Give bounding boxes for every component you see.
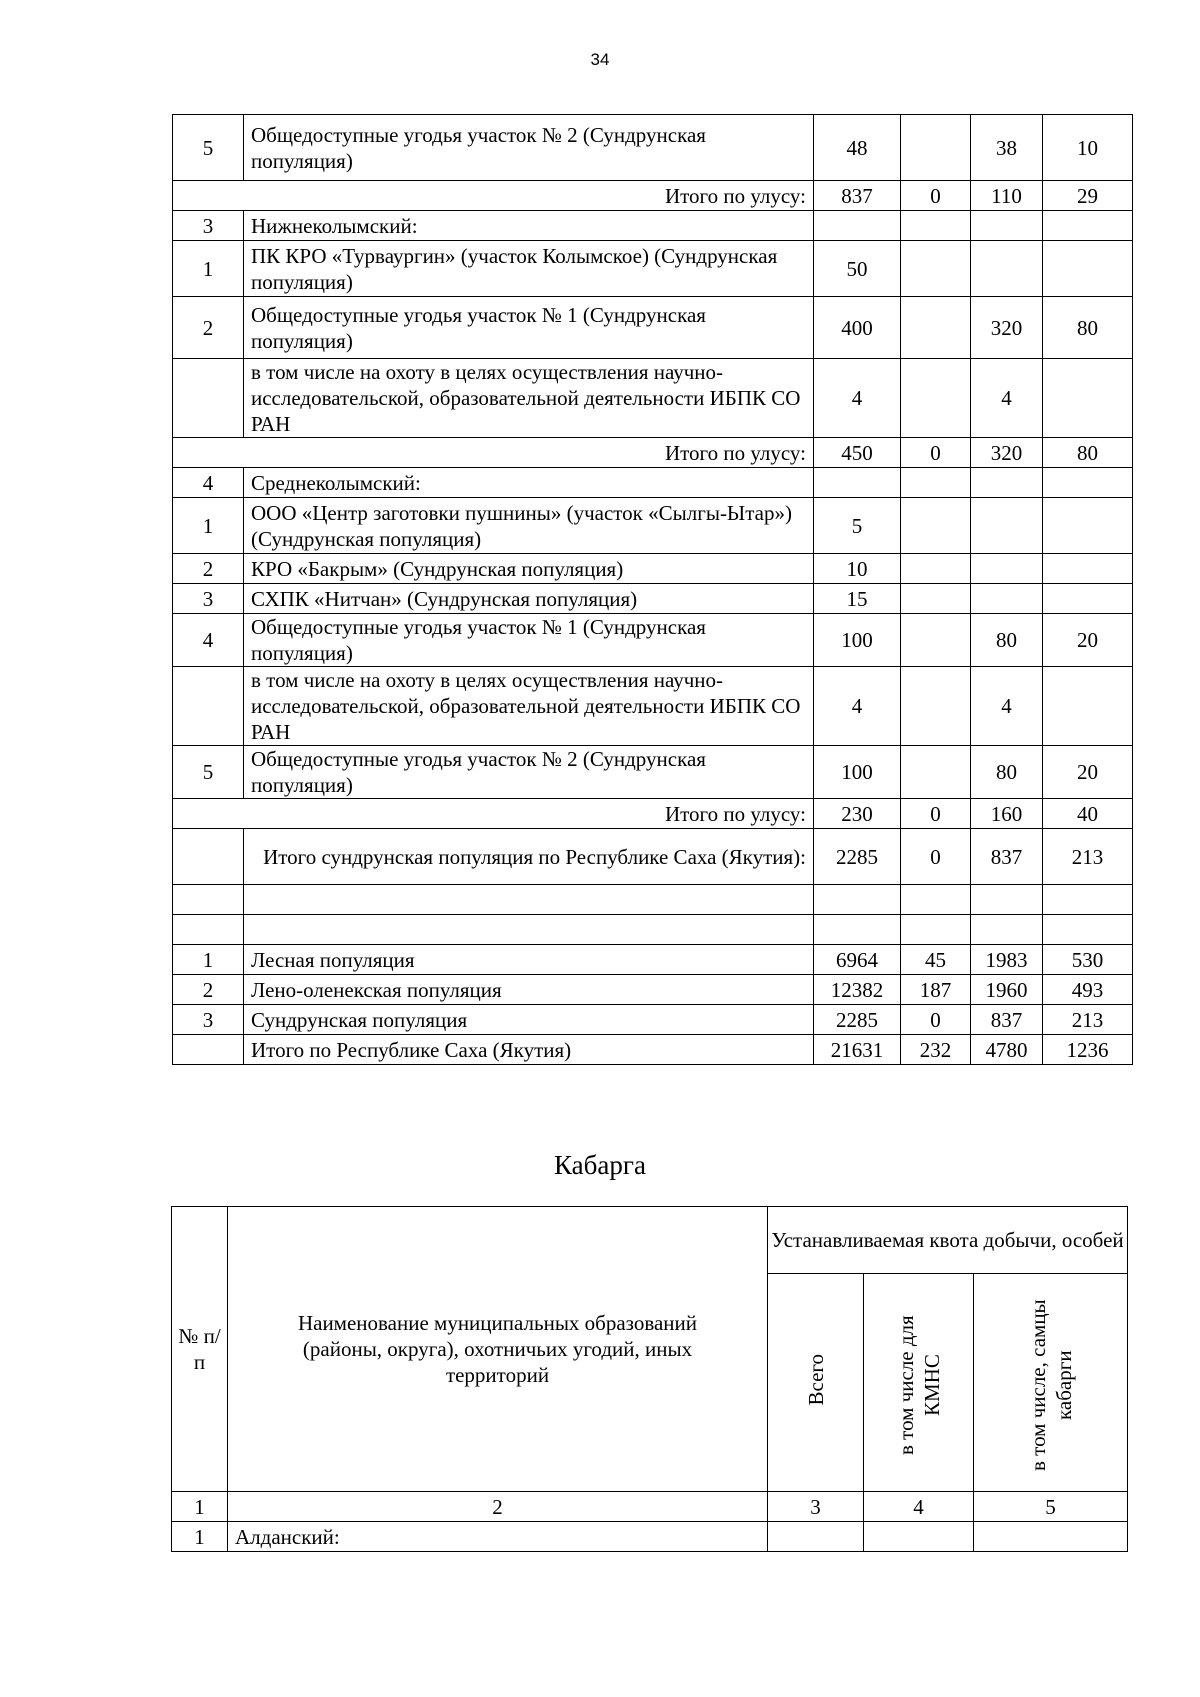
row-total: 400 [814, 297, 901, 359]
row-kmns [901, 498, 971, 554]
header-kmns-cell [864, 1274, 974, 1492]
row-males [974, 1522, 1128, 1552]
row-total: 4 [814, 359, 901, 438]
quota-table-kabarga [171, 1206, 1128, 1552]
table-row [172, 1522, 1128, 1552]
row-kmns: 0 [901, 799, 971, 829]
row-total: 450 [814, 438, 901, 468]
row-col5 [1043, 241, 1133, 297]
row-name: Алданский: [228, 1522, 768, 1552]
row-total: 48 [814, 115, 901, 181]
row-total: 2285 [814, 829, 901, 885]
row-name: Итого сундрунская популяция по Республике Саха (Якутия): [244, 829, 814, 885]
table-row [173, 885, 1133, 915]
row-number [173, 885, 244, 915]
row-number: 3 [173, 584, 244, 614]
row-number: 2 [173, 297, 244, 359]
column-number-row [172, 1492, 1128, 1522]
row-name: в том числе на охоту в целях осуществления научно-исследовательской, образовательной деятельности ИБПК СО РАН [244, 359, 814, 438]
table-row [173, 584, 1133, 614]
row-col5 [1043, 211, 1133, 241]
table-row [173, 115, 1133, 181]
table-row [173, 498, 1133, 554]
table-row [173, 945, 1133, 975]
row-kmns [864, 1522, 974, 1552]
row-total: 100 [814, 614, 901, 667]
row-name: Лесная популяция [244, 945, 814, 975]
row-col5: 40 [1043, 799, 1133, 829]
row-number [173, 915, 244, 945]
row-kmns: 45 [901, 945, 971, 975]
row-number: 1 [172, 1522, 228, 1552]
row-total: 4 [814, 667, 901, 746]
row-name: ПК КРО «Турваургин» (участок Колымское) (Сундрунская популяция) [244, 241, 814, 297]
row-kmns [901, 297, 971, 359]
row-number: 3 [173, 1005, 244, 1035]
page-number: 34 [590, 50, 610, 69]
row-name: Нижнеколымский: [244, 211, 814, 241]
subtotal-row [173, 181, 1133, 211]
row-name: Лено-оленекская популяция [244, 975, 814, 1005]
col-number: 5 [974, 1492, 1128, 1522]
row-col4 [971, 241, 1043, 297]
row-col5: 213 [1043, 829, 1133, 885]
header-males: в том числе, самцы кабарги [1025, 1299, 1076, 1471]
row-col5 [1043, 584, 1133, 614]
row-col4 [971, 885, 1043, 915]
row-col4: 38 [971, 115, 1043, 181]
col-number: 4 [864, 1492, 974, 1522]
row-col5: 20 [1043, 614, 1133, 667]
row-kmns [901, 915, 971, 945]
table-row [173, 1035, 1133, 1065]
row-col5: 10 [1043, 115, 1133, 181]
row-col4: 320 [971, 297, 1043, 359]
row-col4: 837 [971, 829, 1043, 885]
row-col4: 80 [971, 746, 1043, 799]
row-col4: 110 [971, 181, 1043, 211]
row-total [768, 1522, 864, 1552]
row-col4: 4 [971, 667, 1043, 746]
row-number [173, 667, 244, 746]
subtotal-row [173, 799, 1133, 829]
row-kmns [901, 115, 971, 181]
table-row [173, 975, 1133, 1005]
row-kmns [901, 667, 971, 746]
row-name: Сундрунская популяция [244, 1005, 814, 1035]
row-col5: 213 [1043, 1005, 1133, 1035]
row-col4: 160 [971, 799, 1043, 829]
row-col4: 4780 [971, 1035, 1043, 1065]
row-number: 1 [173, 945, 244, 975]
col-number: 3 [768, 1492, 864, 1522]
table-row [173, 359, 1133, 438]
header-total-cell [768, 1274, 864, 1492]
row-kmns [901, 241, 971, 297]
row-kmns [901, 554, 971, 584]
row-col5: 80 [1043, 438, 1133, 468]
row-col5: 20 [1043, 746, 1133, 799]
row-total: 10 [814, 554, 901, 584]
table-row [173, 1005, 1133, 1035]
row-col4 [971, 554, 1043, 584]
row-kmns: 0 [901, 829, 971, 885]
row-number: 1 [173, 241, 244, 297]
row-number: 5 [173, 115, 244, 181]
table-row [173, 614, 1133, 667]
section-title: Кабарга [554, 1150, 646, 1180]
header-num: № п/п [172, 1207, 228, 1492]
row-total: 6964 [814, 945, 901, 975]
row-col4 [971, 211, 1043, 241]
row-total: 15 [814, 584, 901, 614]
row-name: Среднеколымский: [244, 468, 814, 498]
row-number: 2 [173, 975, 244, 1005]
subtotal-row [173, 438, 1133, 468]
row-col5 [1043, 498, 1133, 554]
row-number: 5 [173, 746, 244, 799]
row-total: 50 [814, 241, 901, 297]
row-col4: 320 [971, 438, 1043, 468]
row-number [173, 359, 244, 438]
row-kmns [901, 359, 971, 438]
row-kmns [901, 614, 971, 667]
row-total: 12382 [814, 975, 901, 1005]
table-row [173, 829, 1133, 885]
row-kmns [901, 885, 971, 915]
row-name: КРО «Бакрым» (Сундрунская популяция) [244, 554, 814, 584]
row-name [244, 885, 814, 915]
row-name: ООО «Центр заготовки пушнины» (участок «Сылгы-Ытар») (Сундрунская популяция) [244, 498, 814, 554]
row-number [173, 1035, 244, 1065]
row-col5: 1236 [1043, 1035, 1133, 1065]
table-row [173, 915, 1133, 945]
table-row [173, 746, 1133, 799]
row-col5 [1043, 915, 1133, 945]
row-kmns [901, 468, 971, 498]
subtotal-label: Итого по улусу: [173, 438, 814, 468]
row-col4 [971, 468, 1043, 498]
row-col4: 80 [971, 614, 1043, 667]
col-number: 1 [172, 1492, 228, 1522]
row-kmns [901, 584, 971, 614]
header-name: Наименование муниципальных образований (районы, округа), охотничьих угодий, иных территорий [228, 1207, 768, 1492]
row-kmns: 187 [901, 975, 971, 1005]
row-name: Общедоступные угодья участок № 2 (Сундрунская популяция) [244, 746, 814, 799]
row-total [814, 468, 901, 498]
header-kmns: в том числе для КМНС [893, 1315, 944, 1455]
row-col5: 80 [1043, 297, 1133, 359]
row-name: Общедоступные угодья участок № 1 (Сундрунская популяция) [244, 297, 814, 359]
row-name: в том числе на охоту в целях осуществления научно-исследовательской, образовательной деятельности ИБПК СО РАН [244, 667, 814, 746]
header-males-cell [974, 1274, 1128, 1492]
table-row [173, 667, 1133, 746]
row-number: 1 [173, 498, 244, 554]
subtotal-label: Итого по улусу: [173, 181, 814, 211]
row-col4: 4 [971, 359, 1043, 438]
header-total: Всего [803, 1353, 828, 1406]
row-col4 [971, 584, 1043, 614]
row-col5 [1043, 667, 1133, 746]
row-col4: 1960 [971, 975, 1043, 1005]
row-kmns: 0 [901, 1005, 971, 1035]
row-kmns [901, 211, 971, 241]
district-row [173, 211, 1133, 241]
row-kmns: 0 [901, 438, 971, 468]
row-number: 4 [173, 614, 244, 667]
row-number: 3 [173, 211, 244, 241]
row-name [244, 915, 814, 945]
row-kmns: 0 [901, 181, 971, 211]
row-col5: 493 [1043, 975, 1133, 1005]
row-name: Итого по Республике Саха (Якутия) [244, 1035, 814, 1065]
row-col4: 837 [971, 1005, 1043, 1035]
row-name: СХПК «Нитчан» (Сундрунская популяция) [244, 584, 814, 614]
row-number [173, 829, 244, 885]
table-row [173, 241, 1133, 297]
row-number: 2 [173, 554, 244, 584]
row-total [814, 915, 901, 945]
row-col4 [971, 915, 1043, 945]
row-total [814, 211, 901, 241]
row-kmns: 232 [901, 1035, 971, 1065]
row-total: 837 [814, 181, 901, 211]
header-quota: Устанавливаемая квота добычи, особей [768, 1207, 1128, 1274]
header-row [172, 1207, 1128, 1274]
row-kmns [901, 746, 971, 799]
row-number: 4 [173, 468, 244, 498]
row-total [814, 885, 901, 915]
subtotal-label: Итого по улусу: [173, 799, 814, 829]
row-col5 [1043, 359, 1133, 438]
district-row [173, 468, 1133, 498]
row-total: 2285 [814, 1005, 901, 1035]
row-name: Общедоступные угодья участок № 2 (Сундрунская популяция) [244, 115, 814, 181]
row-col5 [1043, 554, 1133, 584]
row-col5: 530 [1043, 945, 1133, 975]
col-number: 2 [228, 1492, 768, 1522]
row-total: 5 [814, 498, 901, 554]
table-row [173, 297, 1133, 359]
quota-table-sundrun [172, 114, 1133, 1065]
row-col4: 1983 [971, 945, 1043, 975]
row-col4 [971, 498, 1043, 554]
row-col5: 29 [1043, 181, 1133, 211]
row-total: 100 [814, 746, 901, 799]
row-name: Общедоступные угодья участок № 1 (Сундрунская популяция) [244, 614, 814, 667]
row-col5 [1043, 885, 1133, 915]
row-total: 230 [814, 799, 901, 829]
table-row [173, 554, 1133, 584]
row-col5 [1043, 468, 1133, 498]
row-total: 21631 [814, 1035, 901, 1065]
